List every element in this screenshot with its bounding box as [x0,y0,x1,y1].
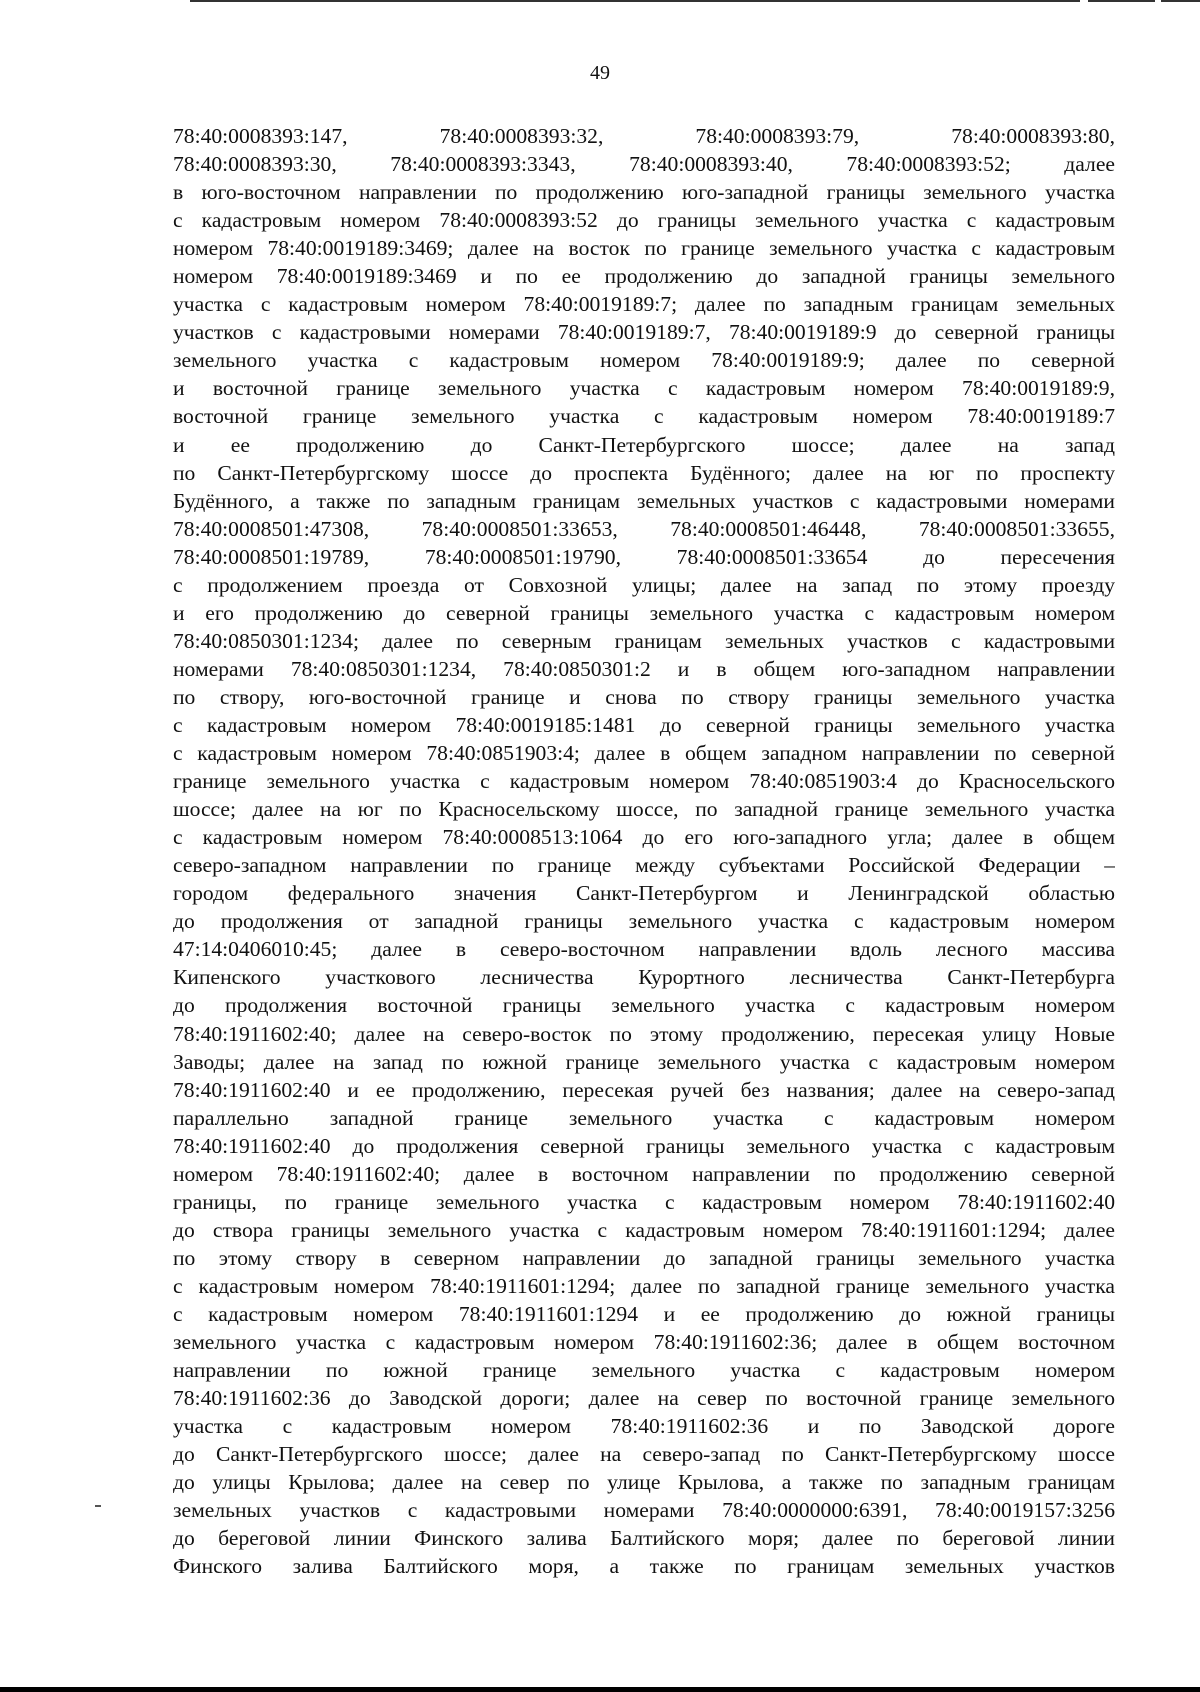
text-line: 78:40:0008393:147, 78:40:0008393:32, 78:40:0008393:79, 78:40:0008393:80, [173,124,1115,148]
text-line: границе земельного участка с кадастровым номером 78:40:0851903:4 до Красносельского [173,769,1115,794]
text-line: шоссе; далее на юг по Красносельскому шоссе, по западной границе земельного участка [173,797,1115,822]
text-line: в юго-восточном направлении по продолжению юго-западной границы земельного участка [173,180,1115,205]
text-line: до улицы Крылова; далее на север по улице Крылова, а также по западным границам [173,1470,1115,1495]
text-line: земельного участка с кадастровым номером 78:40:0019189:9; далее по северной [173,348,1115,373]
top-rule-gap [1080,0,1088,2]
text-line: 78:40:0008501:19789, 78:40:0008501:19790, 78:40:0008501:33654 до пересечения [173,544,1115,569]
top-rule-gap [1155,0,1161,2]
bottom-edge-bar [0,1687,1200,1692]
text-line: с кадастровым номером 78:40:1911601:1294; далее по западной границе земельного участка [173,1273,1115,1298]
text-line: номером 78:40:0019189:3469 и по ее продолжению до западной границы земельного [173,264,1115,289]
text-line: участков с кадастровыми номерами 78:40:0019189:7, 78:40:0019189:9 до северной границы [173,320,1115,345]
text-line: городом федерального значения Санкт-Петербургом и Ленинградской областью [173,881,1115,906]
text-line: северо-западном направлении по границе между субъектами Российской Федерации – [173,853,1115,878]
text-line: участка с кадастровым номером 78:40:0019189:7; далее по западным границам земельных [173,292,1115,317]
text-line: 78:40:1911602:40 и ее продолжению, пересекая ручей без названия; далее на северо-запад [173,1077,1115,1102]
page-number: 49 [590,62,610,84]
text-line: 78:40:1911602:36 до Заводской дороги; далее на север по восточной границе земельного [173,1386,1115,1411]
text-line: с продолжением проезда от Совхозной улицы; далее на запад по этому проезду [173,572,1115,597]
text-line: Заводы; далее на запад по южной границе земельного участка с кадастровым номером [173,1049,1115,1074]
text-line: направлении по южной границе земельного участка с кадастровым номером [173,1358,1115,1383]
text-line: с кадастровым номером 78:40:0008393:52 до границы земельного участка с кадастровым [173,208,1115,233]
text-line: восточной границе земельного участка с кадастровым номером 78:40:0019189:7 [173,404,1115,429]
text-line: по Санкт-Петербургскому шоссе до проспекта Будённого; далее на юг по проспекту [173,460,1115,485]
text-line: 78:40:1911602:40 до продолжения северной границы земельного участка с кадастровым [173,1133,1115,1158]
text-line: номерами 78:40:0850301:1234, 78:40:0850301:2 и в общем юго-западном направлении [173,656,1115,681]
text-line: с кадастровым номером 78:40:1911601:1294 и ее продолжению до южной границы [173,1301,1115,1326]
body-text [173,122,1115,1580]
text-line: до продолжения восточной границы земельного участка с кадастровым номером [173,993,1115,1018]
text-line: границы, по границе земельного участка с кадастровым номером 78:40:1911602:40 [173,1189,1115,1214]
text-line: с кадастровым номером 78:40:0019185:1481 до северной границы земельного участка [173,712,1115,737]
text-line: до Санкт-Петербургского шоссе; далее на северо-запад по Санкт-Петербургскому шоссе [173,1442,1115,1467]
text-line: Финского залива Балтийского моря, а также по границам земельных участков [173,1554,1115,1579]
text-line: 78:40:1911602:40; далее на северо-восток по этому продолжению, пересекая улицу Новые [173,1021,1115,1046]
text-line: параллельно западной границе земельного участка с кадастровым номером [173,1105,1115,1130]
text-line: 78:40:0008393:30, 78:40:0008393:3343, 78:40:0008393:40, 78:40:0008393:52; далее [173,152,1115,177]
text-line: и ее продолжению до Санкт-Петербургского шоссе; далее на запад [173,432,1115,457]
text-line: Кипенского участкового лесничества Курортного лесничества Санкт-Петербурга [173,965,1115,990]
text-line: 47:14:0406010:45; далее в северо-восточном направлении вдоль лесного массива [173,937,1115,962]
text-line: номером 78:40:0019189:3469; далее на восток по границе земельного участка с кадастровым [173,236,1115,261]
text-line: участка с кадастровым номером 78:40:1911602:36 и по Заводской дороге [173,1414,1115,1439]
text-line: земельного участка с кадастровым номером 78:40:1911602:36; далее в общем восточном [173,1330,1115,1355]
text-line: до береговой линии Финского залива Балтийского моря; далее по береговой линии [173,1526,1115,1551]
text-line: 78:40:0008501:47308, 78:40:0008501:33653, 78:40:0008501:46448, 78:40:0008501:33655, [173,516,1115,541]
text-line: номером 78:40:1911602:40; далее в восточном направлении по продолжению северной [173,1161,1115,1186]
text-line: до продолжения от западной границы земельного участка с кадастровым номером [173,909,1115,934]
text-line: с кадастровым номером 78:40:0008513:1064 до его юго-западного угла; далее в общем [173,825,1115,850]
text-line: 78:40:0850301:1234; далее по северным границам земельных участков с кадастровыми [173,628,1115,653]
text-line: до створа границы земельного участка с кадастровым номером 78:40:1911601:1294; далее [173,1217,1115,1242]
text-line: с кадастровым номером 78:40:0851903:4; далее в общем западном направлении по северной [173,741,1115,766]
text-line: по створу, юго-восточной границе и снова по створу границы земельного участка [173,684,1115,709]
margin-mark [95,1505,101,1507]
text-line: земельных участков с кадастровыми номерами 78:40:0000000:6391, 78:40:0019157:3256 [173,1498,1115,1523]
text-line: Будённого, а также по западным границам земельных участков с кадастровыми номерами [173,488,1115,513]
top-rule [190,0,1200,2]
text-line: по этому створу в северном направлении до западной границы земельного участка [173,1245,1115,1270]
text-line: и восточной границе земельного участка с кадастровым номером 78:40:0019189:9, [173,376,1115,401]
text-line: и его продолжению до северной границы земельного участка с кадастровым номером [173,600,1115,625]
